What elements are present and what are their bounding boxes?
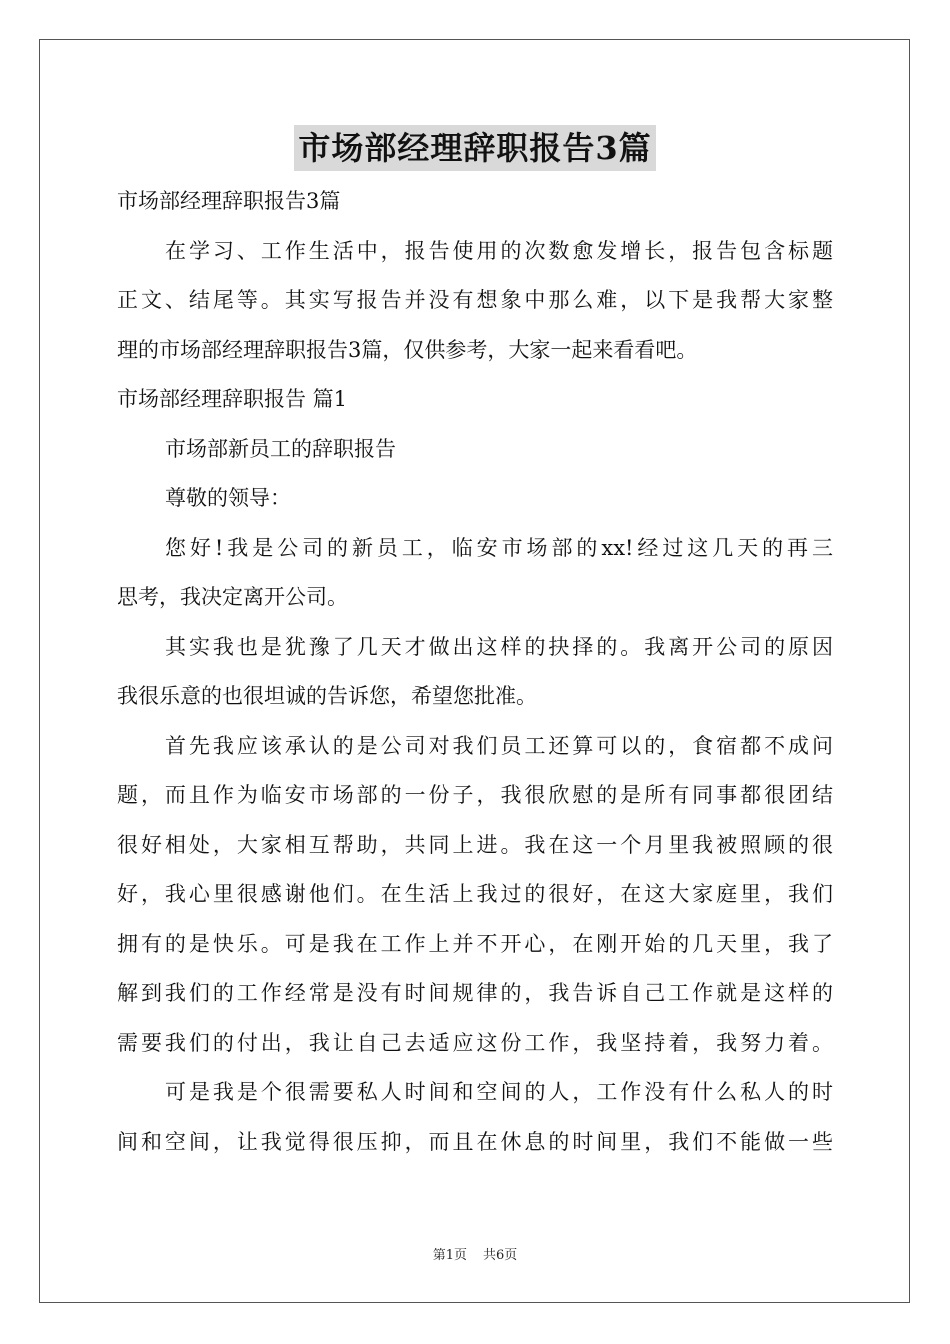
document-body [117, 177, 833, 1167]
paragraph-line: 理的市场部经理辞职报告3篇，仅供参考，大家一起来看看吧。 [117, 337, 698, 362]
paragraph-line: 其实我也是犹豫了几天才做出这样的抉择的。我离开公司的原因 [165, 634, 833, 659]
paragraph-line: 需要我们的付出，我让自己去适应这份工作，我坚持着，我努力着。 [117, 1030, 833, 1055]
paragraph-line: 在学习、工作生活中，报告使用的次数愈发增长，报告包含标题 [165, 238, 833, 263]
section-heading: 市场部经理辞职报告 篇1 [117, 387, 348, 411]
title-container [0, 125, 950, 171]
page-number-total: 共6页 [483, 1248, 518, 1263]
paragraph-line: 首先我应该承认的是公司对我们员工还算可以的，食宿都不成问 [165, 733, 833, 758]
paragraph-line: 解到我们的工作经常是没有时间规律的，我告诉自己工作就是这样的 [117, 981, 833, 1005]
paragraph-line: 拥有的是快乐。可是我在工作上并不开心，在刚开始的几天里，我了 [117, 931, 833, 956]
paragraph-line: 间和空间，让我觉得很压抑，而且在休息的时间里，我们不能做一些 [117, 1129, 833, 1154]
subtitle-line: 市场部经理辞职报告3篇 [117, 189, 341, 213]
letter-title: 市场部新员工的辞职报告 [165, 436, 396, 461]
paragraph-line: 可是我是个很需要私人时间和空间的人，工作没有什么私人的时 [165, 1080, 833, 1104]
paragraph-line: 很好相处，大家相互帮助，共同上进。我在这一个月里我被照顾的很 [117, 832, 833, 857]
page-number-current: 第1页 [432, 1248, 467, 1263]
paragraph-line: 您好!我是公司的新员工，临安市场部的xx!经过这几天的再三 [165, 535, 833, 560]
paragraph-line: 好，我心里很感谢他们。在生活上我过的很好，在这大家庭里，我们 [117, 882, 833, 906]
letter-salutation: 尊敬的领导： [165, 486, 291, 510]
paragraph-line: 我很乐意的也很坦诚的告诉您，希望您批准。 [117, 684, 537, 708]
paragraph-line: 题，而且作为临安市场部的一份子，我很欣慰的是所有同事都很团结 [117, 783, 833, 807]
paragraph-line: 思考，我决定离开公司。 [117, 585, 348, 609]
paragraph-line: 正文、结尾等。其实写报告并没有想象中那么难，以下是我帮大家整 [117, 288, 833, 312]
page-footer [0, 1247, 950, 1265]
document-title: 市场部经理辞职报告3篇 [294, 125, 655, 171]
